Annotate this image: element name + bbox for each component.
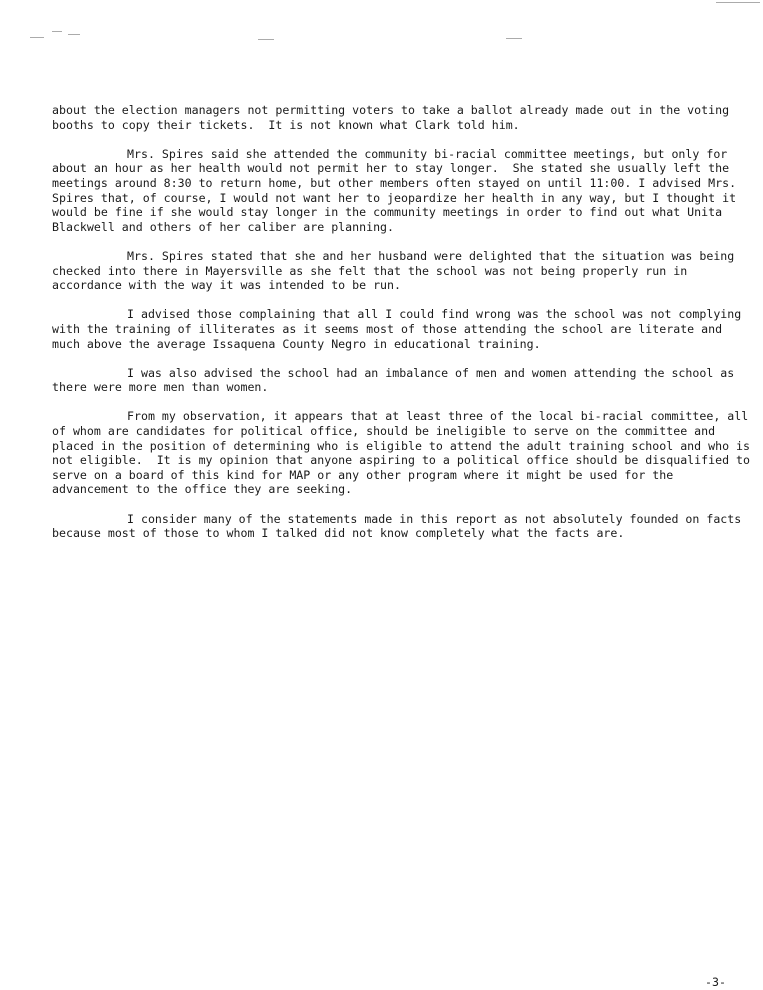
report-body — [52, 103, 757, 555]
paragraph-4: I advised those complaining that all I could find wrong was the school was not complying with the training of illiterates as it seems most of those attending the school are literate and much above the average Issaquena County Negro in educational training. — [52, 307, 749, 351]
paragraph-2: Mrs. Spires said she attended the community bi-racial committee meetings, but only for about an hour as her health would not permit her to stay longer. She stated she usually left the meetings around 8:30 to return home, but other members often stayed on until 11:00. I advised Mrs. Spires that, of course, I would not want her to jeopardize her health in any way, but I thought it would be fine if she would stay longer in the community meetings in order to find out what Unita Blackwell and others of her caliber are planning. — [52, 146, 744, 234]
page-number: -3- — [705, 975, 726, 989]
paragraph-5: I was also advised the school had an imbalance of men and women attending the school as there were more men than women. — [52, 365, 742, 395]
scan-artifact — [30, 37, 44, 38]
scan-artifact — [52, 31, 62, 32]
paragraph-1: about the election managers not permitting voters to take a ballot already made out in the voting booths to copy their tickets. It is not known what Clark told him. — [52, 103, 737, 132]
paragraph-6: From my observation, it appears that at least three of the local bi-racial committee, all of whom are candidates for political office, should be ineligible to serve on the committee and placed in the position of determining who is eligible to attend the adult training school and who is not eligible. It is my opinion that anyone aspiring to a political office should be disqualified to serve on a board of this kind for MAP or any other program where it might be used for the advancement to the office they are seeking. — [52, 409, 757, 497]
scan-artifact — [258, 39, 274, 40]
scan-artifact — [68, 34, 80, 35]
scan-artifact — [506, 38, 522, 39]
scan-artifact — [716, 2, 760, 3]
paragraph-7: I consider many of the statements made in this report as not absolutely founded on facts because most of those to whom I talked did not know completely what the facts are. — [52, 511, 749, 541]
paragraph-3: Mrs. Spires stated that she and her husband were delighted that the situation was being checked into there in Mayersville as she felt that the school was not being properly run in accordance with the way it was intended to be run. — [52, 248, 742, 293]
